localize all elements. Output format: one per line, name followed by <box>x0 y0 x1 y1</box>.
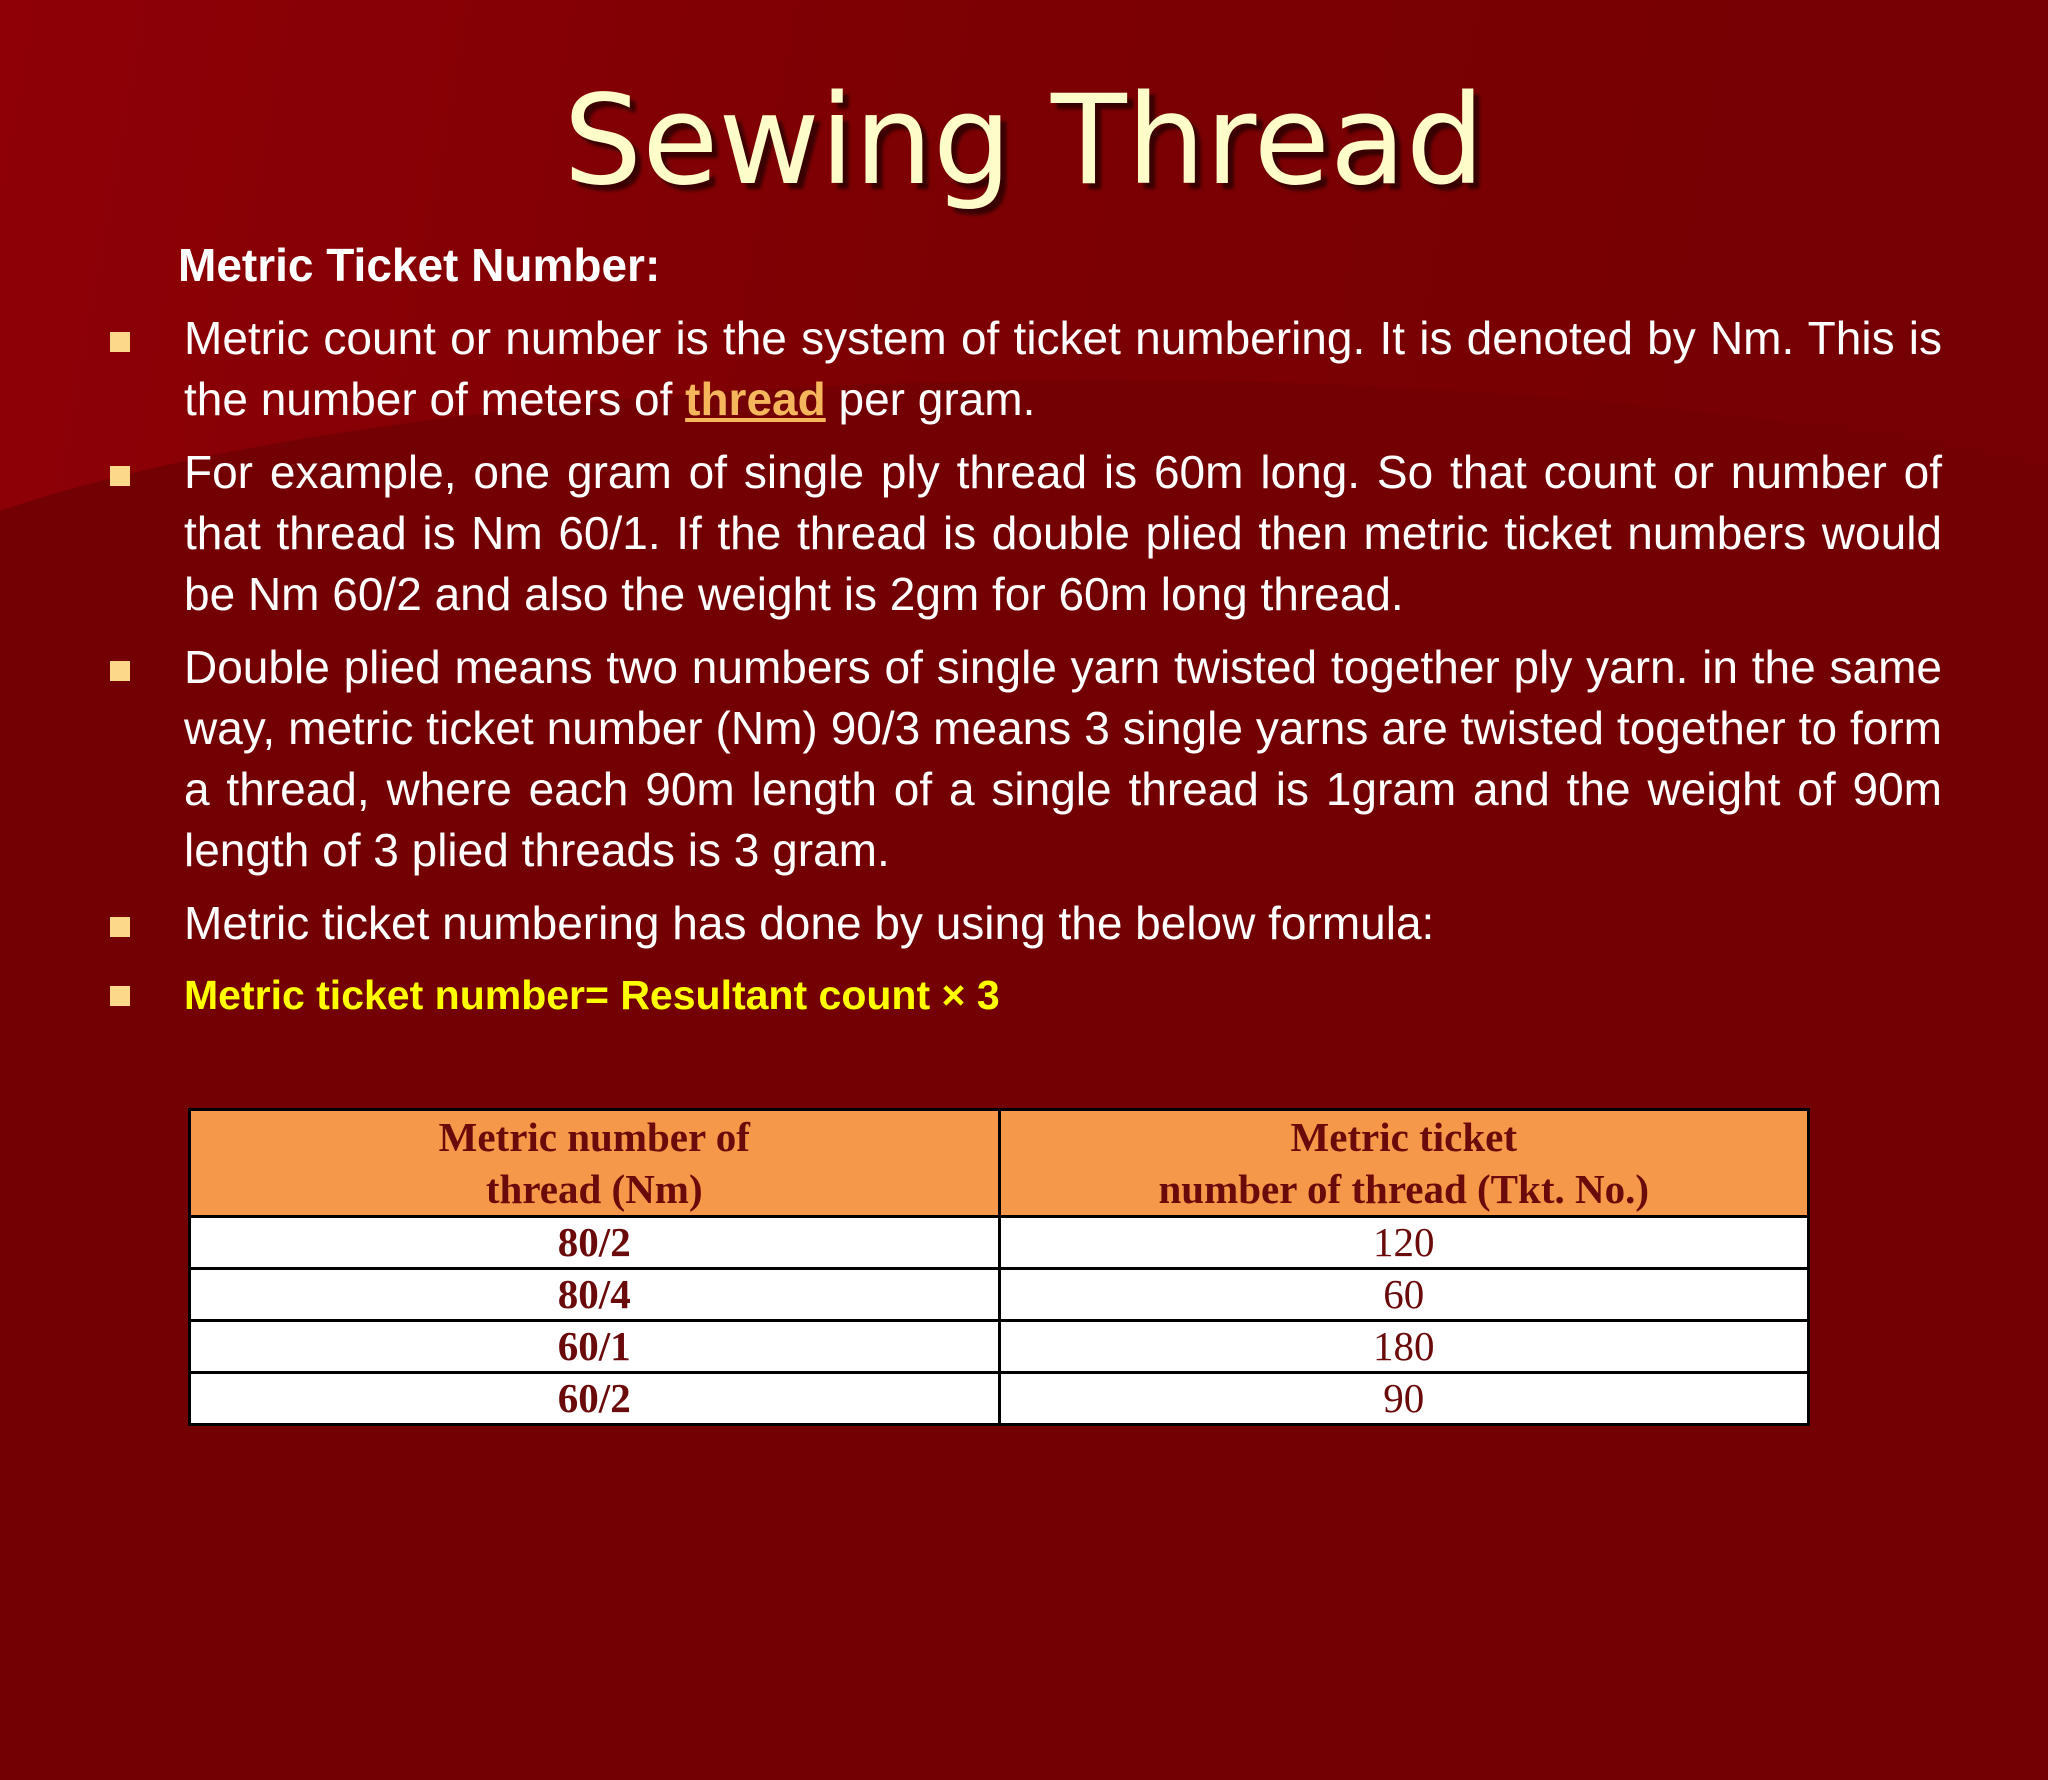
cell-nm: 60/1 <box>190 1321 1000 1373</box>
column-header-nm <box>190 1110 1000 1217</box>
cell-tkt: 180 <box>999 1321 1809 1373</box>
bullet-item <box>0 893 2048 954</box>
table-row <box>190 1321 1809 1373</box>
formula-item <box>0 966 2048 1024</box>
section-heading: Metric Ticket Number: <box>178 239 661 291</box>
bullet-list <box>0 308 2048 1036</box>
square-bullet-icon <box>110 661 130 681</box>
table-row <box>190 1373 1809 1425</box>
cell-nm: 60/2 <box>190 1373 1000 1425</box>
bullet-text: Double plied means two numbers of single yarn twisted together ply yarn. in the same way, metric ticket number (Nm) 90/3 means 3 single yarns are twisted together to form a thread, where each 90m length of a single thread is 1gram and the weight of 90m length of 3 plied threads is 3 gram. <box>184 641 1942 876</box>
header-line: Metric number of <box>438 1114 750 1160</box>
slide-title: Sewing Thread <box>563 69 1485 213</box>
cell-tkt: 60 <box>999 1269 1809 1321</box>
bullet-text: Metric ticket numbering has done by using the below formula: <box>184 897 1435 949</box>
cell-nm: 80/2 <box>190 1217 1000 1269</box>
cell-nm: 80/4 <box>190 1269 1000 1321</box>
bullet-text: For example, one gram of single ply thread is 60m long. So that count or number of that thread is Nm 60/1. If the thread is double plied then metric ticket numbers would be Nm 60/2 and also the weight is 2gm for 60m long thread. <box>184 446 1942 620</box>
cell-tkt: 120 <box>999 1217 1809 1269</box>
bullet-item <box>0 308 2048 430</box>
header-line: thread (Nm) <box>485 1166 703 1212</box>
header-line: Metric ticket <box>1290 1114 1517 1160</box>
table-row <box>190 1217 1809 1269</box>
table-header-row <box>190 1110 1809 1217</box>
square-bullet-icon <box>110 466 130 486</box>
table-row <box>190 1269 1809 1321</box>
cell-tkt: 90 <box>999 1373 1809 1425</box>
bullet-item <box>0 637 2048 881</box>
ticket-number-table <box>188 1108 1810 1426</box>
bullet-text-part: Metric count or number is the system of ticket numbering. It is denoted by Nm. This is the number of meters of <box>184 312 1942 425</box>
header-line: number of thread (Tkt. No.) <box>1158 1166 1649 1212</box>
thread-link[interactable]: thread <box>685 373 826 425</box>
square-bullet-icon <box>110 917 130 937</box>
formula-text: Metric ticket number= Resultant count × 3 <box>184 972 1000 1018</box>
bullet-text-part: per gram. <box>825 373 1036 425</box>
square-bullet-icon <box>110 986 130 1006</box>
column-header-tkt <box>999 1110 1809 1217</box>
bullet-item <box>0 442 2048 625</box>
bullet-text <box>184 308 1942 430</box>
square-bullet-icon <box>110 332 130 352</box>
